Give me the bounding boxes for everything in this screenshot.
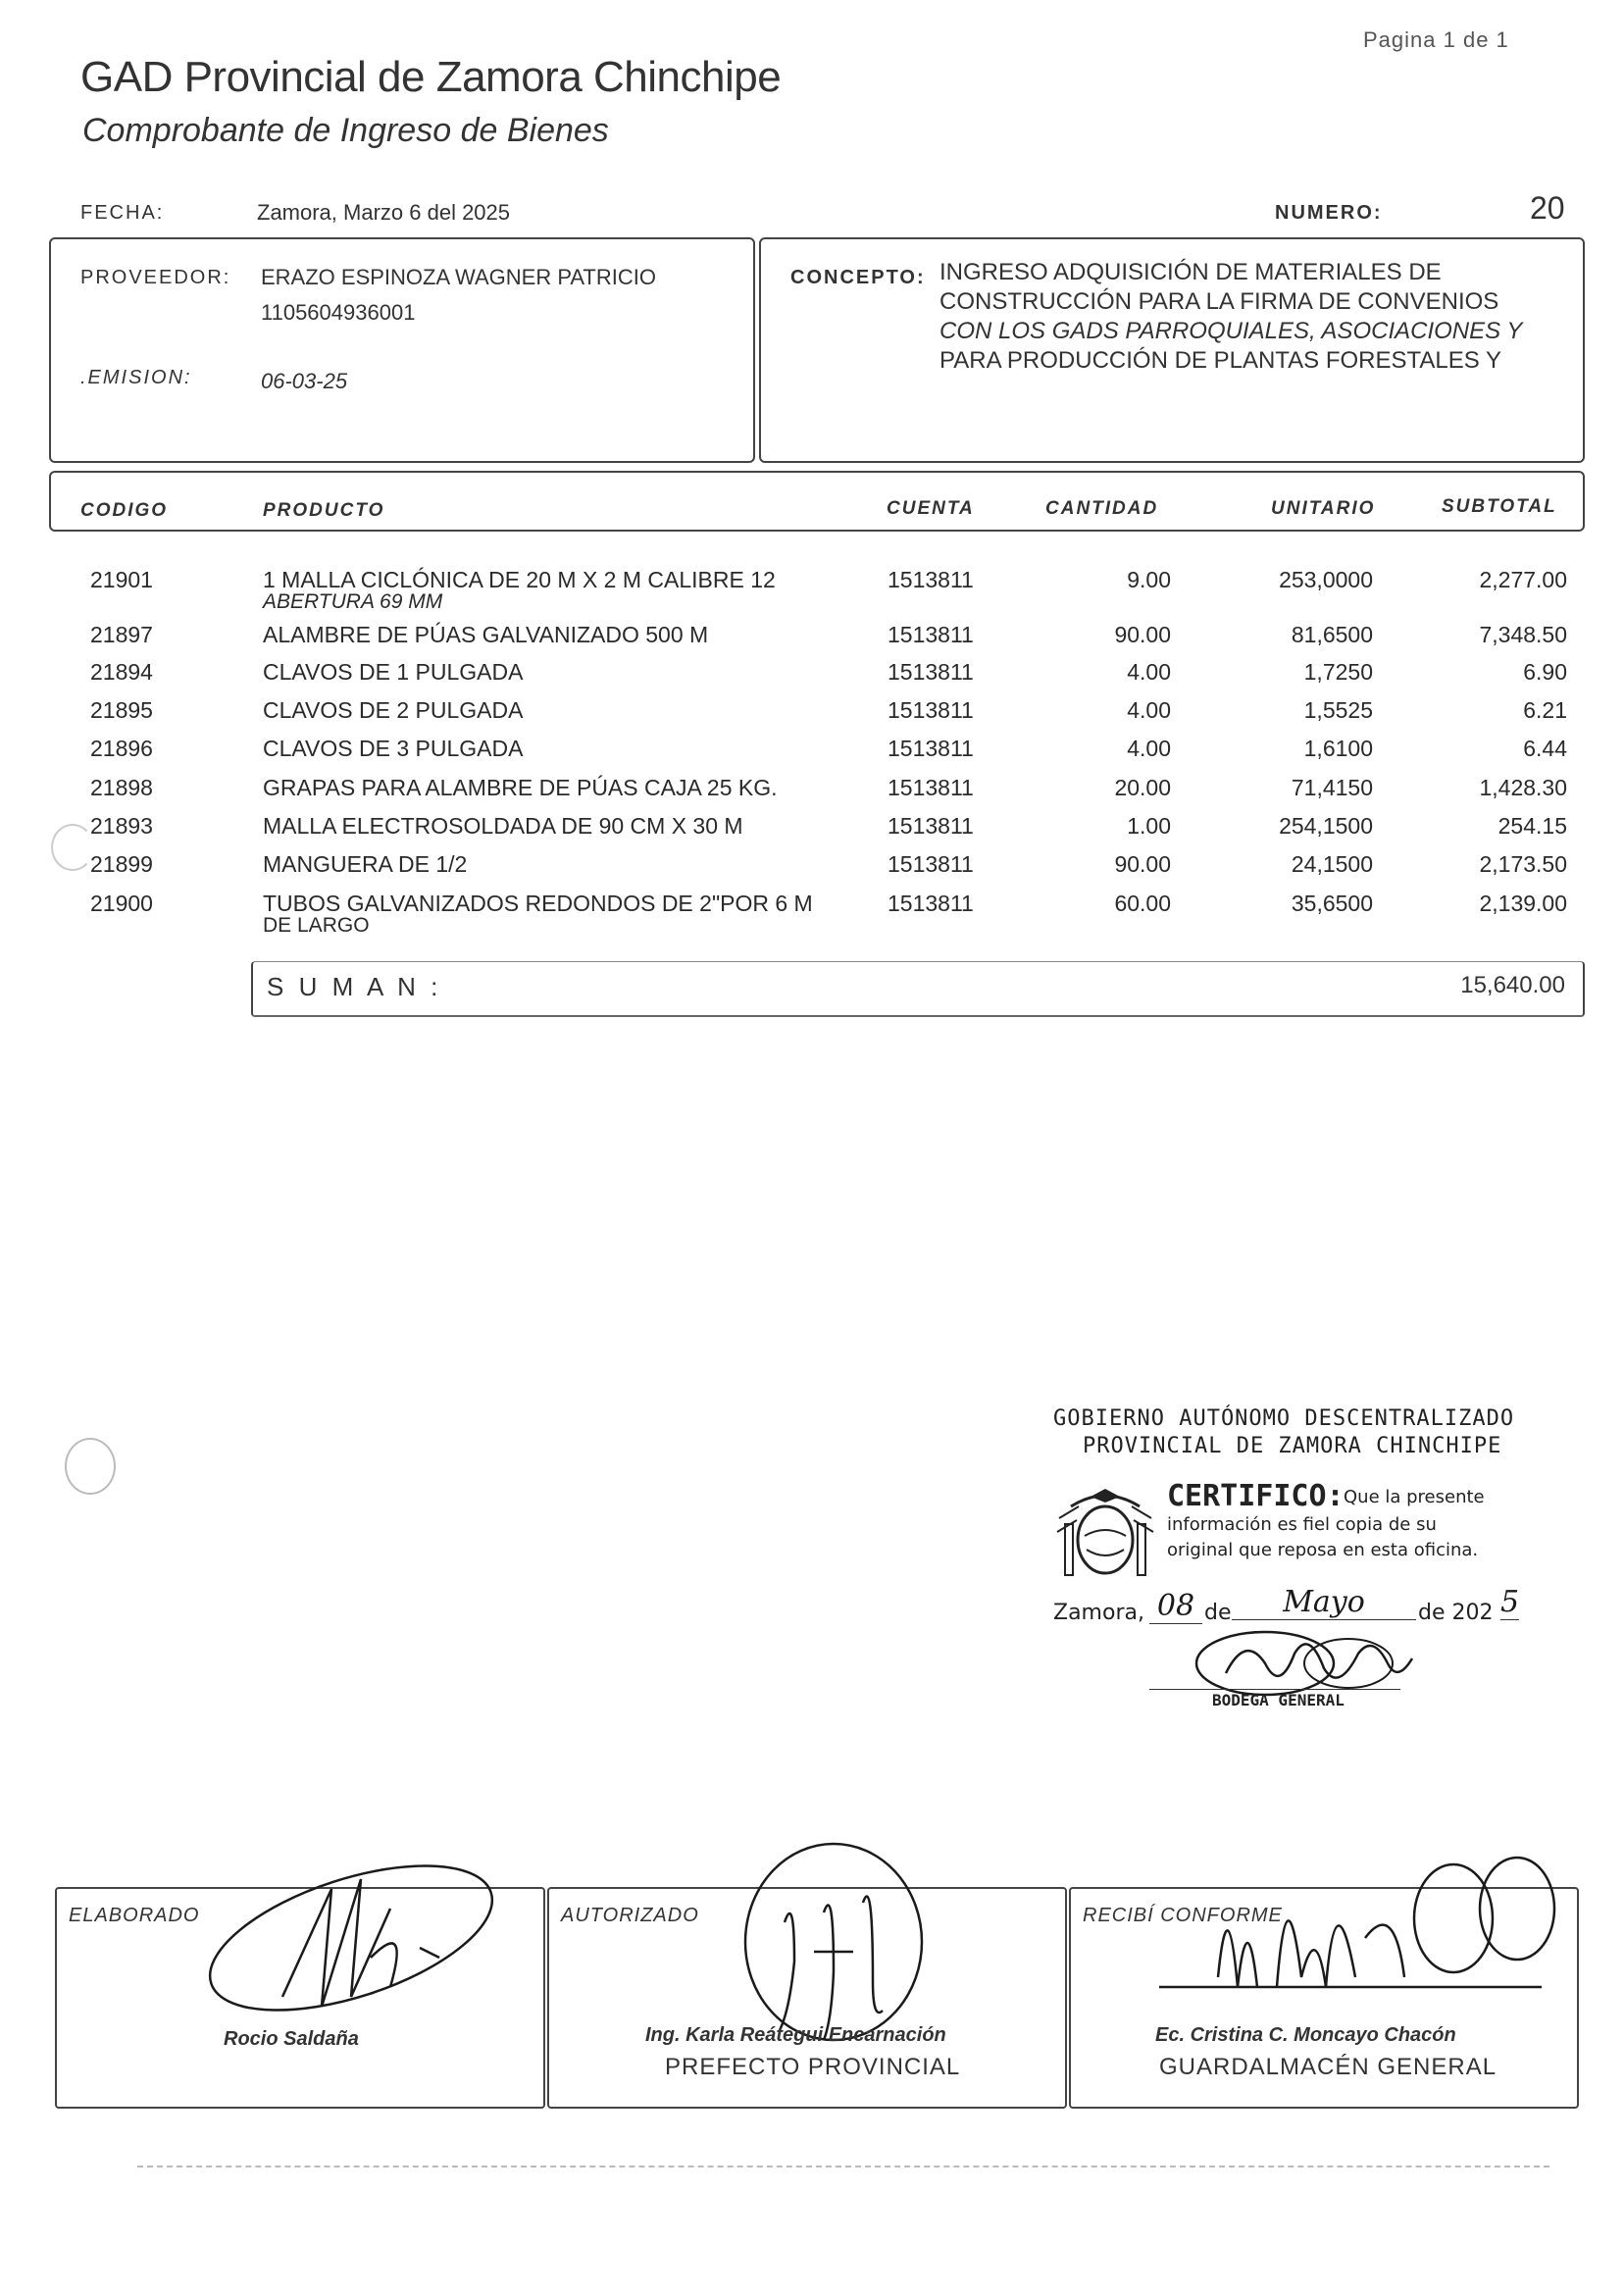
suman-label: S U M A N : xyxy=(267,972,442,1001)
row-codigo: 21898 xyxy=(90,775,153,800)
table-row xyxy=(0,813,1624,852)
stamp-signature-line xyxy=(1149,1689,1400,1690)
signature-label: RECIBÍ CONFORME xyxy=(1083,1905,1283,1926)
signature-scribble xyxy=(726,1834,951,2050)
row-unitario: 24,1500 xyxy=(1291,851,1373,877)
col-subtotal: SUBTOTAL xyxy=(1442,496,1557,517)
row-unitario: 254,1500 xyxy=(1279,813,1373,839)
row-cantidad: 4.00 xyxy=(1127,736,1171,761)
row-codigo: 21896 xyxy=(90,736,153,761)
row-cantidad: 1.00 xyxy=(1127,813,1171,839)
row-subtotal: 7,348.50 xyxy=(1479,622,1567,647)
row-cuenta: 1513811 xyxy=(888,851,974,877)
provider-label: PROVEEDOR: xyxy=(80,267,231,288)
stamp-text-1: Que la presente xyxy=(1344,1487,1485,1507)
fecha-value: Zamora, Marzo 6 del 2025 xyxy=(257,200,511,225)
table-row xyxy=(0,775,1624,814)
signature-box-recibi xyxy=(1069,1887,1579,2109)
col-codigo: CODIGO xyxy=(80,500,169,521)
row-producto-cont: DE LARGO xyxy=(263,914,370,937)
stamp-line-2: PROVINCIAL DE ZAMORA CHINCHIPE xyxy=(1083,1434,1502,1458)
row-producto: ALAMBRE DE PÚAS GALVANIZADO 500 M xyxy=(263,622,709,647)
row-cantidad: 90.00 xyxy=(1114,622,1171,647)
certifico-label: CERTIFICO: xyxy=(1167,1479,1345,1513)
provider-name: ERAZO ESPINOZA WAGNER PATRICIO xyxy=(261,265,656,289)
fecha-label: FECHA: xyxy=(80,202,165,224)
row-subtotal: 6.44 xyxy=(1523,736,1567,761)
row-cantidad: 60.00 xyxy=(1114,891,1171,916)
provider-box xyxy=(49,237,755,463)
row-codigo: 21899 xyxy=(90,851,153,877)
signature-name: Ing. Karla Reátegui Encarnación xyxy=(645,2024,946,2046)
total-row xyxy=(251,961,1585,1017)
signature-label: ELABORADO xyxy=(69,1905,200,1926)
stamp-day: 08 xyxy=(1149,1589,1202,1624)
row-cuenta: 1513811 xyxy=(888,813,974,839)
concept-label: CONCEPTO: xyxy=(790,267,926,288)
row-unitario: 253,0000 xyxy=(1279,567,1373,592)
numero-label: NUMERO: xyxy=(1275,202,1383,224)
stamp-text-3: original que reposa en esta oficina. xyxy=(1167,1540,1479,1560)
row-producto: CLAVOS DE 1 PULGADA xyxy=(263,659,524,685)
row-subtotal: 254.15 xyxy=(1497,813,1567,839)
emision-label: .EMISION: xyxy=(80,367,192,388)
col-cantidad: CANTIDAD xyxy=(1045,498,1159,519)
stamp-year-digit: 5 xyxy=(1500,1585,1520,1619)
col-cuenta: CUENTA xyxy=(887,498,975,519)
signature-name: Rocio Saldaña xyxy=(224,2028,359,2050)
concept-line-3: CON LOS GADS PARROQUIALES, ASOCIACIONES Y xyxy=(939,318,1523,344)
signature-scribble xyxy=(1130,1840,1581,2036)
row-cantidad: 9.00 xyxy=(1127,567,1171,592)
row-cuenta: 1513811 xyxy=(888,697,974,723)
organization-name: GAD Provincial de Zamora Chinchipe xyxy=(80,53,782,101)
stamp-line-1: GOBIERNO AUTÓNOMO DESCENTRALIZADO xyxy=(1053,1406,1515,1431)
signature-name: Ec. Cristina C. Moncayo Chacón xyxy=(1155,2024,1456,2046)
scan-edge-line xyxy=(137,2166,1549,2167)
row-producto: MALLA ELECTROSOLDADA DE 90 CM X 30 M xyxy=(263,813,743,839)
row-codigo: 21893 xyxy=(90,813,153,839)
row-unitario: 1,7250 xyxy=(1303,659,1373,685)
table-row xyxy=(0,659,1624,698)
row-producto-cont: ABERTURA 69 MM xyxy=(263,590,443,613)
row-unitario: 1,5525 xyxy=(1303,697,1373,723)
concept-line-2: CONSTRUCCIÓN PARA LA FIRMA DE CONVENIOS xyxy=(939,288,1499,315)
col-producto: PRODUCTO xyxy=(263,500,385,521)
table-row xyxy=(0,622,1624,661)
coat-of-arms-icon xyxy=(1051,1477,1159,1590)
row-producto: CLAVOS DE 3 PULGADA xyxy=(263,736,524,761)
row-codigo: 21894 xyxy=(90,659,153,685)
signature-label: AUTORIZADO xyxy=(561,1905,699,1926)
numero-value: 20 xyxy=(1530,190,1565,226)
row-codigo: 21897 xyxy=(90,622,153,647)
stamp-place: Zamora, xyxy=(1053,1601,1144,1625)
row-unitario: 71,4150 xyxy=(1291,775,1373,800)
col-unitario: UNITARIO xyxy=(1271,498,1376,519)
signature-box-elaborado xyxy=(55,1887,545,2109)
table-row xyxy=(0,697,1624,737)
table-row xyxy=(0,851,1624,891)
row-cuenta: 1513811 xyxy=(888,567,974,592)
row-producto: MANGUERA DE 1/2 xyxy=(263,851,468,877)
punch-hole-mark xyxy=(65,1438,116,1495)
row-producto: CLAVOS DE 2 PULGADA xyxy=(263,697,524,723)
signature-role: GUARDALMACÉN GENERAL xyxy=(1159,2054,1497,2080)
table-row xyxy=(0,736,1624,775)
table-header xyxy=(49,471,1585,532)
row-subtotal: 6.90 xyxy=(1523,659,1567,685)
row-producto: TUBOS GALVANIZADOS REDONDOS DE 2"POR 6 M xyxy=(263,891,813,916)
row-cuenta: 1513811 xyxy=(888,622,974,647)
table-row xyxy=(0,891,1624,937)
row-codigo: 21900 xyxy=(90,891,153,916)
row-producto: 1 MALLA CICLÓNICA DE 20 M X 2 M CALIBRE 12 xyxy=(263,567,776,592)
row-subtotal: 2,173.50 xyxy=(1479,851,1567,877)
row-cuenta: 1513811 xyxy=(888,775,974,800)
row-subtotal: 2,277.00 xyxy=(1479,567,1567,592)
stamp-text-2: información es fiel copia de su xyxy=(1167,1514,1437,1535)
signature-box-autorizado xyxy=(547,1887,1067,2109)
row-codigo: 21895 xyxy=(90,697,153,723)
row-subtotal: 2,139.00 xyxy=(1479,891,1567,916)
row-subtotal: 1,428.30 xyxy=(1479,775,1567,800)
row-producto: GRAPAS PARA ALAMBRE DE PÚAS CAJA 25 KG. xyxy=(263,775,778,800)
row-cantidad: 90.00 xyxy=(1114,851,1171,877)
row-cuenta: 1513811 xyxy=(888,659,974,685)
table-row xyxy=(0,567,1624,613)
stamp-month: Mayo xyxy=(1232,1585,1416,1620)
punch-hole-mark xyxy=(51,824,94,871)
row-cuenta: 1513811 xyxy=(888,736,974,761)
row-unitario: 81,6500 xyxy=(1291,622,1373,647)
signature-scribble xyxy=(194,1850,518,2026)
row-subtotal: 6.21 xyxy=(1523,697,1567,723)
concept-line-1: INGRESO ADQUISICIÓN DE MATERIALES DE xyxy=(939,259,1442,285)
document-title: Comprobante de Ingreso de Bienes xyxy=(82,112,609,149)
concept-line-4: PARA PRODUCCIÓN DE PLANTAS FORESTALES Y xyxy=(939,347,1502,374)
row-cantidad: 4.00 xyxy=(1127,697,1171,723)
row-codigo: 21901 xyxy=(90,567,153,592)
page-number: Pagina 1 de 1 xyxy=(1363,27,1509,52)
stamp-dept: BODEGA GENERAL xyxy=(1212,1691,1345,1709)
row-cantidad: 4.00 xyxy=(1127,659,1171,685)
emision-value: 06-03-25 xyxy=(261,369,348,393)
row-cantidad: 20.00 xyxy=(1114,775,1171,800)
row-unitario: 1,6100 xyxy=(1303,736,1373,761)
row-cuenta: 1513811 xyxy=(888,891,974,916)
concept-box xyxy=(759,237,1585,463)
provider-ruc: 1105604936001 xyxy=(261,300,416,325)
signature-role: PREFECTO PROVINCIAL xyxy=(665,2054,961,2080)
row-unitario: 35,6500 xyxy=(1291,891,1373,916)
stamp-de-1: de xyxy=(1204,1601,1232,1625)
stamp-de-2: de 202 xyxy=(1418,1601,1494,1625)
suman-value: 15,640.00 xyxy=(1460,972,1565,998)
